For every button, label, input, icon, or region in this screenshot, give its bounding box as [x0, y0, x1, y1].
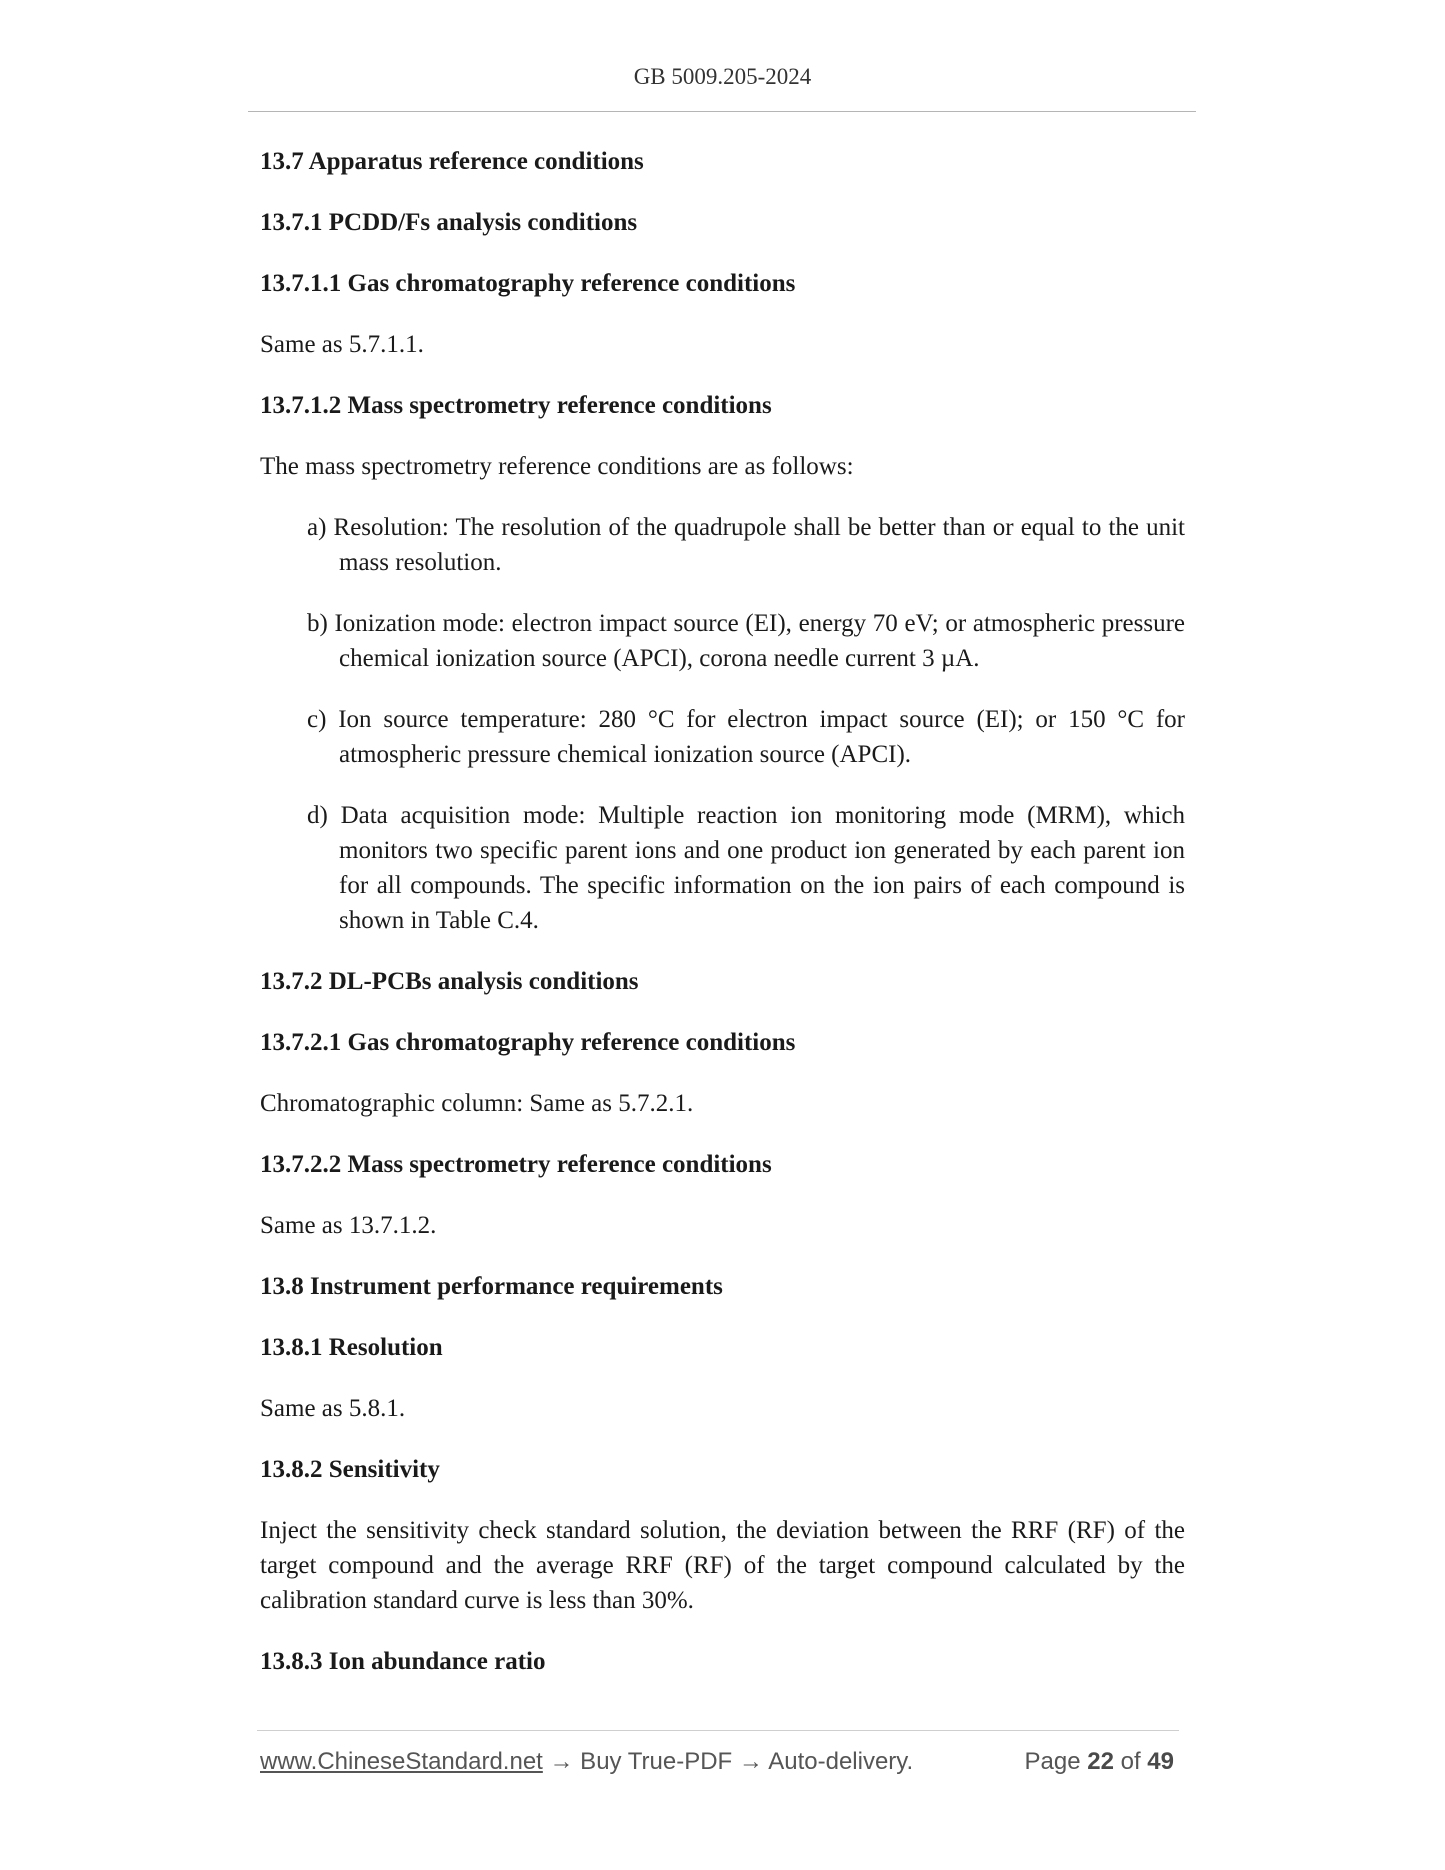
- page-indicator: [1025, 1747, 1175, 1777]
- section-13-8-3-heading: 13.8.3 Ion abundance ratio: [260, 1648, 546, 1675]
- section-13-7-2-1-heading: 13.7.2.1 Gas chromatography reference conditions: [260, 1029, 796, 1056]
- section-13-7-2-2-text: Same as 13.7.1.2.: [260, 1212, 437, 1239]
- section-13-7-1-heading: 13.7.1 PCDD/Fs analysis conditions: [260, 209, 638, 236]
- section-13-7-1-2-intro: The mass spectrometry reference conditions are as follows:: [260, 453, 854, 480]
- section-13-7-1-1-text: Same as 5.7.1.1.: [260, 331, 424, 358]
- section-13-7-2-heading: 13.7.2 DL-PCBs analysis conditions: [260, 968, 639, 995]
- page-of-label: of: [1120, 1748, 1141, 1775]
- footer-divider: [257, 1730, 1179, 1731]
- page-footer: [260, 1747, 1180, 1777]
- section-13-8-2-heading: 13.8.2 Sensitivity: [260, 1456, 440, 1483]
- document-body: [260, 144, 1185, 1705]
- section-13-7-1-1-heading: 13.7.1.1 Gas chromatography reference conditions: [260, 270, 796, 297]
- ms-conditions-list: [260, 510, 1185, 938]
- ms-condition-resolution: a) Resolution: The resolution of the quadrupole shall be better than or equal to the unit mass resolution.: [307, 514, 1185, 576]
- page-current: 22: [1087, 1748, 1114, 1775]
- section-13-8-2-text: Inject the sensitivity check standard solution, the deviation between the RRF (RF) of the target compound and the average RRF (RF) of the target compound calculated by the calibration standard curve is less than 30%.: [260, 1517, 1185, 1614]
- section-13-7-2-2-heading: 13.7.2.2 Mass spectrometry reference conditions: [260, 1151, 772, 1178]
- promo-text: → Buy True-PDF → Auto-delivery.: [542, 1748, 914, 1775]
- section-13-7-2-1-text: Chromatographic column: Same as 5.7.2.1.: [260, 1090, 694, 1117]
- section-13-8-1-text: Same as 5.8.1.: [260, 1395, 406, 1422]
- page-total: 49: [1147, 1748, 1174, 1775]
- ms-condition-ion-source-temperature: c) Ion source temperature: 280 °C for electron impact source (EI); or 150 °C for atmospheric pressure chemical ionization source (APCI).: [307, 706, 1185, 768]
- ms-condition-data-acquisition: d) Data acquisition mode: Multiple reaction ion monitoring mode (MRM), which monitors two specific parent ions and one product ion generated by each parent ion for all compounds. The specific information on the ion pairs of each compound is shown in Table C.4.: [307, 802, 1185, 934]
- ms-condition-ionization-mode: b) Ionization mode: electron impact source (EI), energy 70 eV; or atmospheric pressure chemical ionization source (APCI), corona needle current 3 µA.: [307, 610, 1185, 672]
- site-link[interactable]: www.ChineseStandard.net: [260, 1748, 543, 1775]
- page-label: Page: [1024, 1748, 1081, 1775]
- section-13-8-1-heading: 13.8.1 Resolution: [260, 1334, 443, 1361]
- running-header: GB 5009.205-2024: [633, 64, 812, 89]
- section-13-7-heading: 13.7 Apparatus reference conditions: [260, 148, 644, 175]
- section-13-7-1-2-heading: 13.7.1.2 Mass spectrometry reference conditions: [260, 392, 772, 419]
- header-divider: [248, 111, 1196, 112]
- section-13-8-heading: 13.8 Instrument performance requirements: [260, 1273, 723, 1300]
